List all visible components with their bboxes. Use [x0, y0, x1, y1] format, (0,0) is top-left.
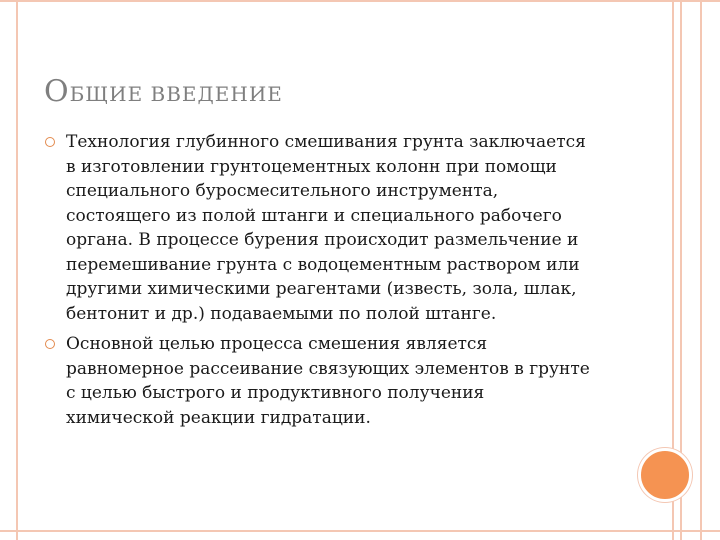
title-initial: О — [44, 74, 70, 109]
bullet-item — [44, 130, 624, 326]
bullet-list — [44, 130, 624, 436]
slide-title — [44, 74, 283, 109]
frame-bottom-line — [0, 530, 720, 532]
decorative-orange-circle-icon — [638, 448, 692, 502]
bullet-circle-icon — [45, 339, 55, 349]
frame-left-line — [16, 0, 18, 540]
bullet-item — [44, 332, 624, 430]
bullet-text: Основной целью процесса смешения является равномерное рассеивание связующих элементов в грунте с целью быстрого и продуктивного получения химической реакции гидратации. — [66, 334, 590, 428]
frame-top-line — [0, 0, 720, 2]
bullet-text: Технология глубинного смешивания грунта заключается в изготовлении грунтоцементных колонн при помощи специального буросмесительного инструмента, состоящего из полой штанги и специального рабочего органа. В процессе бурения происходит размельчение и перемешивание грунта с водоцементным раствором или другими химическими реагентами (известь, зола, шлак, бентонит и др.) подаваемыми по полой штанге. — [66, 132, 586, 324]
title-rest: БЩИЕ ВВЕДЕНИЕ — [69, 82, 283, 106]
bullet-circle-icon — [45, 137, 55, 147]
